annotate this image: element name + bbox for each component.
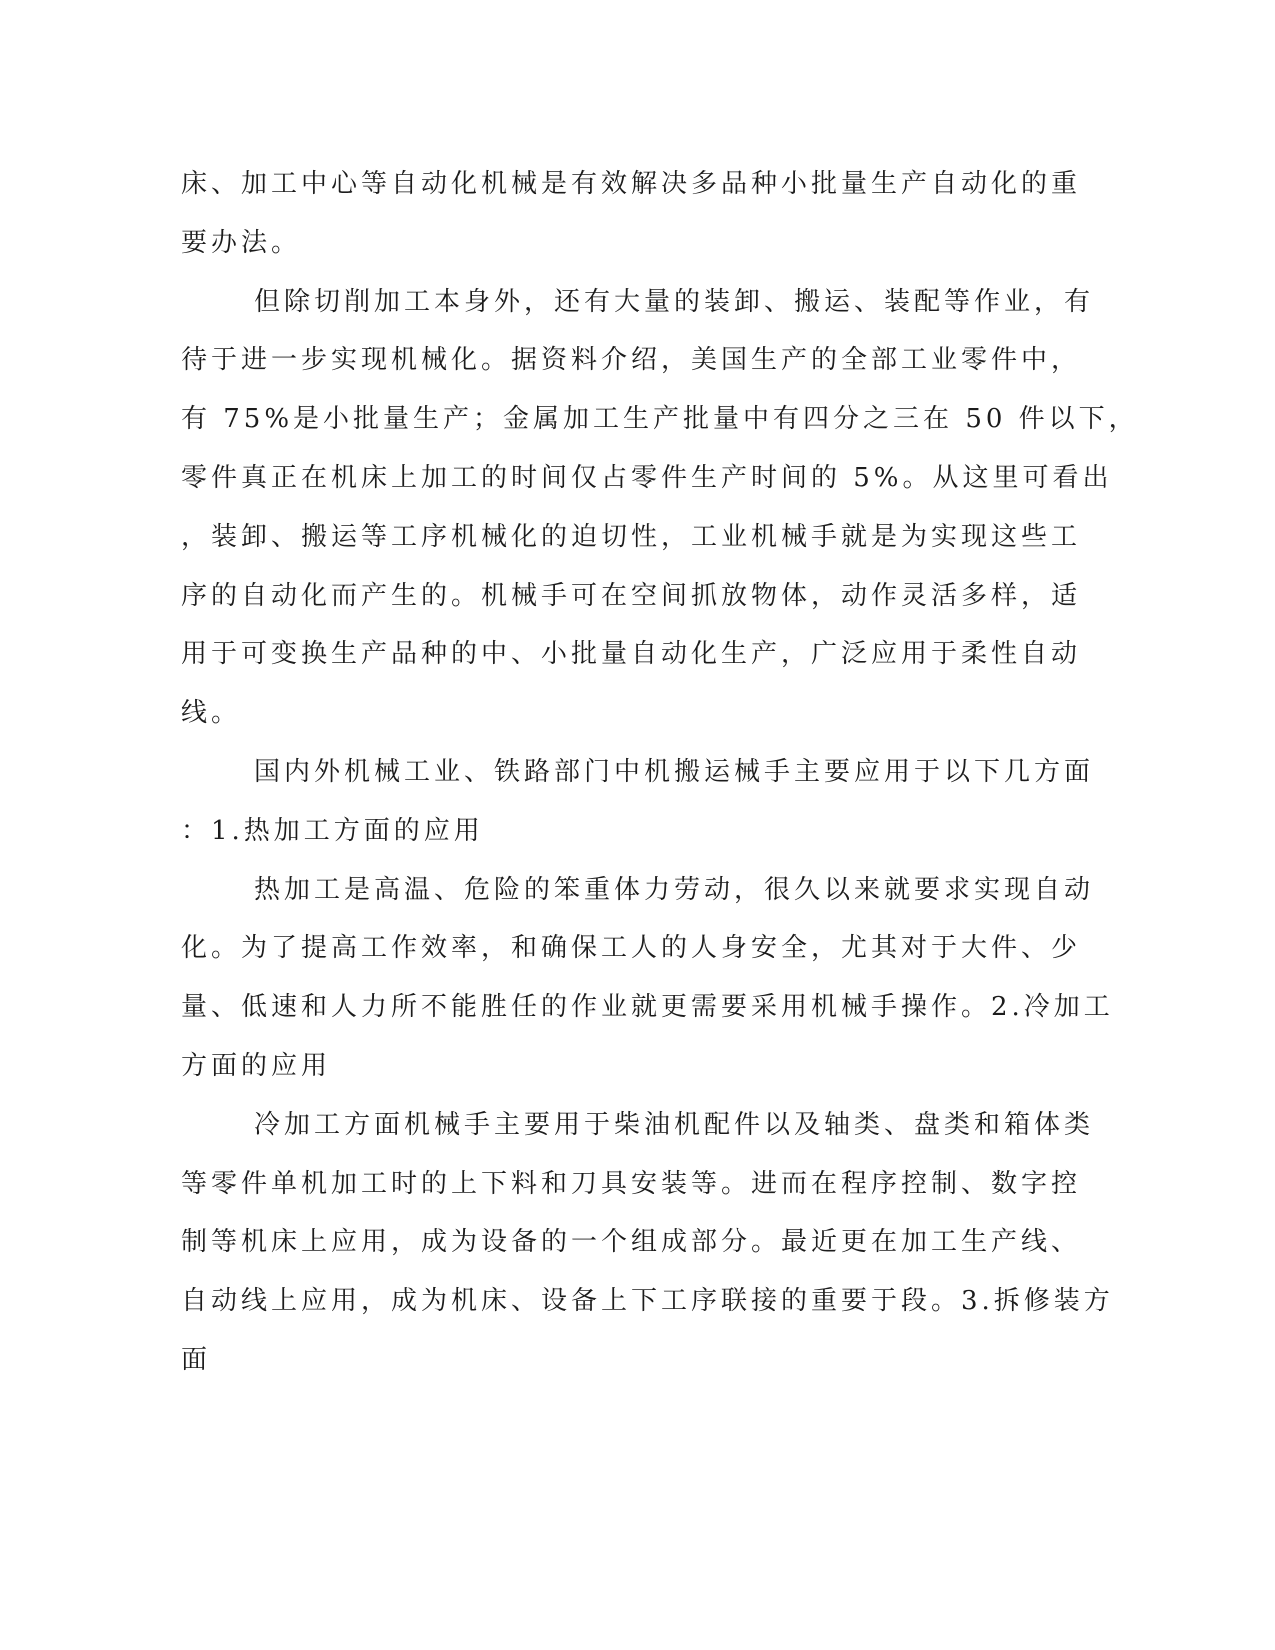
- text-line: 等零件单机加工时的上下料和刀具安装等。进而在程序控制、数字控: [181, 1168, 1082, 1199]
- paragraph-first-line: 冷加工方面机械手主要用于柴油机配件以及轴类、盘类和箱体类: [254, 1109, 1095, 1140]
- text-line: 用于可变换生产品种的中、小批量自动化生产，广泛应用于柔性自动: [181, 639, 1082, 670]
- text-line: 量、低速和人力所不能胜任的作业就更需要采用机械手操作。2.冷加工: [181, 992, 1114, 1023]
- text-line: 有 75%是小批量生产；金属加工生产批量中有四分之三在 50 件以下，: [181, 404, 1139, 435]
- text-line: 方面的应用: [181, 1050, 332, 1081]
- text-line: ，装卸、搬运等工序机械化的迫切性，工业机械手就是为实现这些工: [181, 521, 1082, 552]
- text-line: 待于进一步实现机械化。据资料介绍，美国生产的全部工业零件中，: [181, 345, 1082, 376]
- text-line: 床、加工中心等自动化机械是有效解决多品种小批量生产自动化的重: [181, 169, 1082, 199]
- text-line: 线。: [181, 698, 242, 729]
- text-line: 要办法。: [181, 227, 302, 258]
- paragraph-first-line: 但除切削加工本身外，还有大量的装卸、搬运、装配等作业，有: [254, 286, 1095, 317]
- text-line: 制等机床上应用，成为设备的一个组成部分。最近更在加工生产线、: [181, 1227, 1082, 1258]
- text-line: 面: [181, 1344, 212, 1375]
- body-text: [181, 155, 1139, 1390]
- text-line: ：1.热加工方面的应用: [181, 815, 484, 846]
- text-line: 化。为了提高工作效率，和确保工人的人身安全，尤其对于大件、少: [181, 933, 1082, 964]
- paragraph-first-line: 热加工是高温、危险的笨重体力劳动，很久以来就要求实现自动: [254, 874, 1095, 905]
- paragraph-first-line: 国内外机械工业、铁路部门中机搬运械手主要应用于以下几方面: [254, 756, 1095, 787]
- text-line: 序的自动化而产生的。机械手可在空间抓放物体，动作灵活多样，适: [181, 580, 1082, 611]
- text-line: 自动线上应用，成为机床、设备上下工序联接的重要于段。3.拆修装方: [181, 1286, 1114, 1317]
- text-line: 零件真正在机床上加工的时间仅占零件生产时间的 5%。从这里可看出: [181, 462, 1113, 493]
